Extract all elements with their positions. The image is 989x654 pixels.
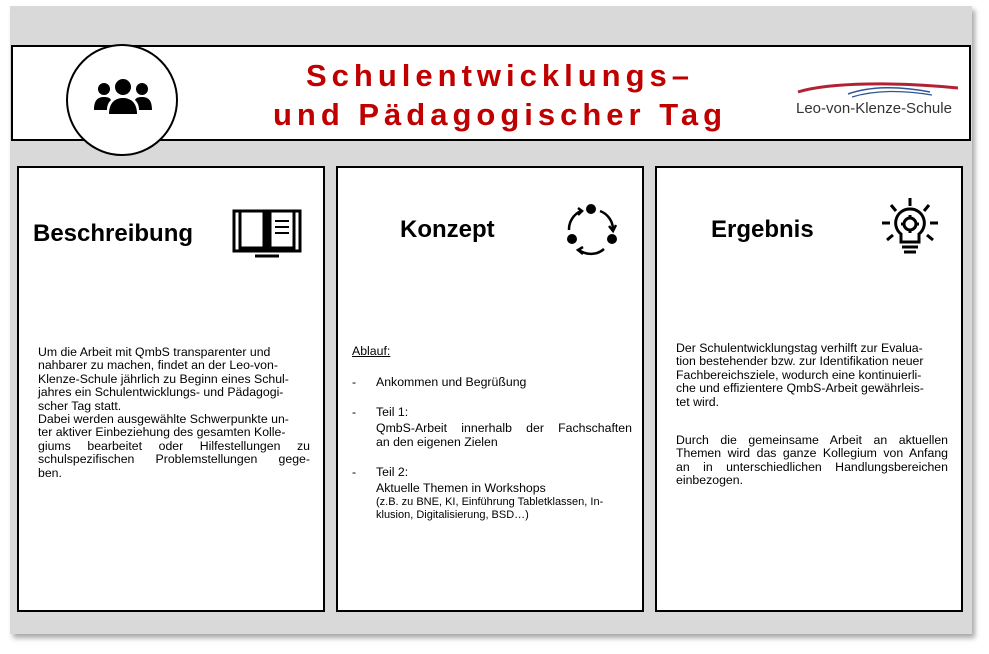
step-part2-title: Teil 2: — [376, 465, 409, 479]
text-line: giums bearbeitet oder Hilfestellungen zu — [38, 438, 310, 453]
step-part2-detail — [376, 496, 632, 522]
text-line: (z.B. zu BNE, KI, Einführung Tabletklassen, In- — [376, 496, 604, 508]
panel-title-ergebnis: Ergebnis — [711, 216, 814, 243]
text-line: schulspezifischen Problemstellungen gege- — [38, 452, 310, 467]
text-line: Fachbereichsziele, wodurch eine kontinuierli- — [676, 367, 922, 382]
text-line: Durch die gemeinsame Arbeit an aktuellen — [676, 433, 948, 447]
brand-name: Leo-von-Klenze-Schule — [796, 100, 952, 117]
swoosh-logo-icon — [790, 80, 960, 102]
text-line: an in unterschiedlichen Handlungsbereichen — [676, 459, 948, 474]
text-line: Um die Arbeit mit QmbS transparenter und — [38, 345, 271, 359]
text-line: Dabei werden ausgewählte Schwerpunkte un- — [38, 412, 289, 427]
ablauf-heading: Ablauf: — [352, 344, 391, 358]
ergebnis-text-1 — [676, 342, 948, 409]
text-line: tet wird. — [676, 394, 720, 409]
open-book-icon — [231, 208, 303, 260]
panel-title-konzept: Konzept — [400, 216, 495, 243]
title-line-1: Schulentwicklungs– — [305, 58, 694, 93]
step-dash: - — [352, 465, 357, 479]
text-line: jahres ein Schulentwicklungs- und Pädagogi- — [38, 385, 284, 400]
panel-konzept — [336, 166, 644, 612]
text-line: nahbarer zu machen, findet an der Leo-von- — [38, 358, 278, 373]
step-part2-text: Aktuelle Themen in Workshops — [376, 481, 546, 495]
text-line: tion bestehender bzw. zur Identifikation neuer — [676, 354, 924, 369]
beschreibung-text — [38, 346, 310, 480]
lightbulb-gear-icon — [879, 196, 941, 262]
panel-title-beschreibung: Beschreibung — [33, 220, 194, 247]
step-part1-text — [376, 421, 632, 449]
text-line: Der Schulentwicklungstag verhilft zur Evalua- — [676, 341, 923, 355]
title-line-2: und Pädagogischer Tag — [272, 97, 728, 132]
people-logo-circle — [66, 44, 178, 156]
step-arrival: Ankommen und Begrüßung — [376, 375, 527, 389]
step-dash: - — [352, 405, 357, 419]
text-line: einbezogen. — [676, 473, 744, 488]
text-line: Klenze-Schule jährlich zu Beginn eines Schul- — [38, 371, 289, 386]
school-brand-logo — [790, 80, 960, 120]
panel-beschreibung — [17, 166, 325, 612]
text-line: QmbS-Arbeit innerhalb der Fachschaften — [376, 421, 632, 435]
text-line: an den eigenen Zielen — [376, 435, 498, 449]
group-people-icon — [92, 78, 154, 118]
step-dash: - — [352, 375, 357, 389]
text-line: ben. — [38, 465, 62, 480]
text-line: klusion, Digitalisierung, BSD…) — [376, 509, 529, 521]
text-line: scher Tag statt. — [38, 398, 122, 413]
step-part1-title: Teil 1: — [376, 405, 409, 419]
cycle-icon — [564, 202, 620, 258]
text-line: che und effizientere QmbS-Arbeit gewährleis- — [676, 381, 924, 396]
text-line: ter aktiver Einbeziehung des gesamten Kolle- — [38, 425, 286, 440]
text-line: Themen wird das ganze Kollegium von Anfang — [676, 446, 948, 461]
ergebnis-text-2 — [676, 434, 948, 488]
panel-ergebnis — [655, 166, 963, 612]
